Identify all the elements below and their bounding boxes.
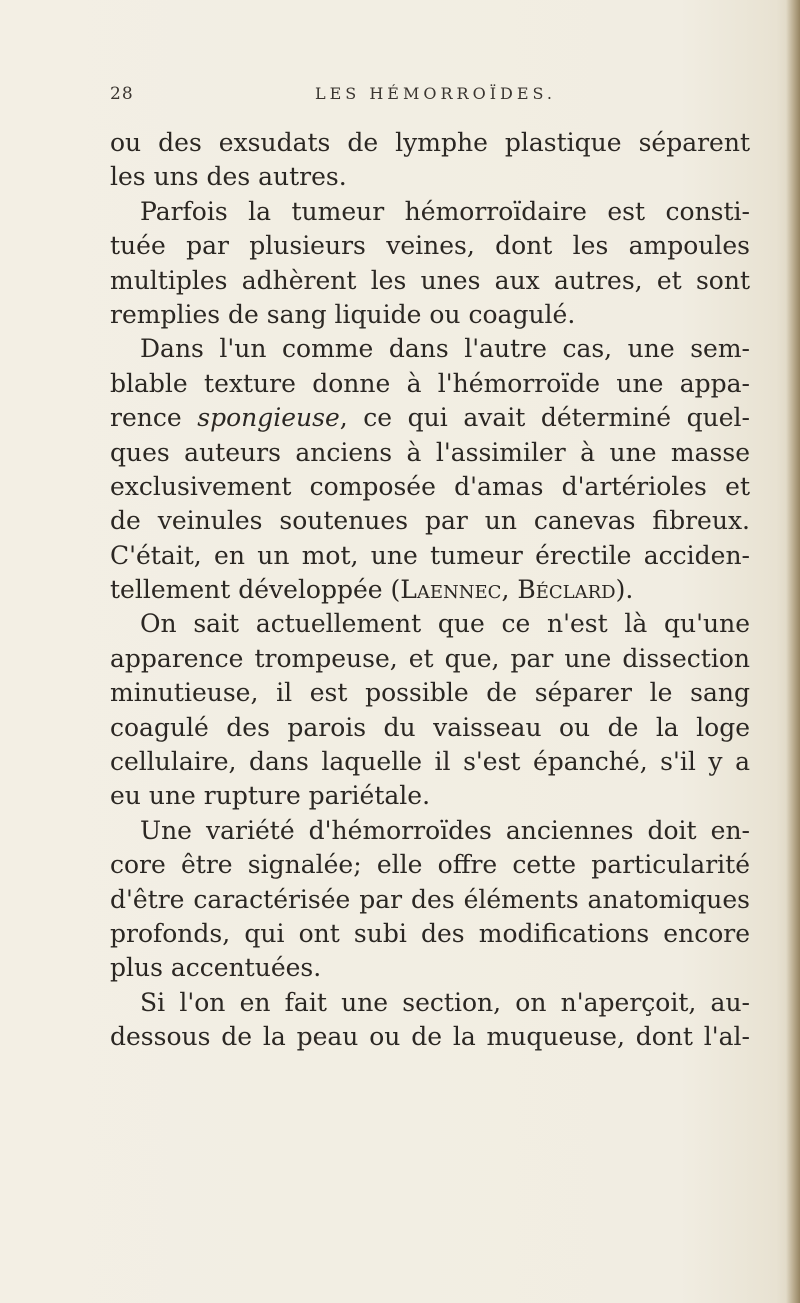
text-line: multiples adhèrent les unes aux autres, et sont	[110, 265, 750, 295]
text-line: Si l'on en fait une section, on n'aperçoit, au-	[140, 987, 750, 1017]
text-line: ques auteurs anciens à l'assimiler à une masse	[110, 437, 750, 467]
text-line: plus accentuées.	[110, 953, 322, 983]
text-line: Parfois la tumeur hémorroïdaire est consti-	[140, 196, 750, 226]
text-line: exclusivement composée d'amas d'artérioles et	[110, 471, 750, 501]
text-line: les uns des autres.	[110, 162, 347, 192]
text-line: d'être caractérisée par des éléments anatomiques	[110, 884, 750, 914]
text-line: core être signalée; elle offre cette particularité	[110, 850, 750, 880]
page-number: 28	[110, 84, 134, 104]
page-header	[110, 84, 720, 114]
text-line: dessous de la peau ou de la muqueuse, dont l'al-	[110, 1022, 750, 1052]
text-line: Dans l'un comme dans l'autre cas, une sem-	[140, 334, 750, 364]
text-line: minutieuse, il est possible de séparer le sang	[110, 678, 750, 708]
text-line: remplies de sang liquide ou coagulé.	[110, 299, 576, 329]
text-line: profonds, qui ont subi des modifications encore	[110, 918, 750, 948]
text-line-with-italic: rence spongieuse, ce qui avait déterminé quel-	[110, 403, 750, 433]
text-line-with-small-caps: tellement développée (Laennec, Béclard).	[110, 575, 634, 605]
text-line: ou des exsudats de lymphe plastique séparent	[110, 128, 750, 157]
running-title: LES HÉMORROÏDES.	[315, 84, 556, 103]
text-line: blable texture donne à l'hémorroïde une appa-	[110, 368, 750, 398]
text-line: de veinules soutenues par un canevas fibreux.	[110, 506, 750, 536]
text-line: coagulé des parois du vaisseau ou de la loge	[110, 712, 750, 742]
text-line: Une variété d'hémorroïdes anciennes doit en-	[140, 815, 750, 845]
text-line: On sait actuellement que ce n'est là qu'une	[140, 609, 750, 639]
text-line: eu une rupture pariétale.	[110, 781, 431, 811]
text-line: cellulaire, dans laquelle il s'est épanché, s'il y a	[110, 747, 750, 777]
page-edge-shadow	[786, 0, 800, 1303]
body-text	[110, 126, 750, 1055]
text-line: apparence trompeuse, et que, par une dissection	[110, 643, 750, 673]
text-line: C'était, en un mot, une tumeur érectile acciden-	[110, 540, 750, 570]
text-line: tuée par plusieurs veines, dont les ampoules	[110, 231, 750, 261]
